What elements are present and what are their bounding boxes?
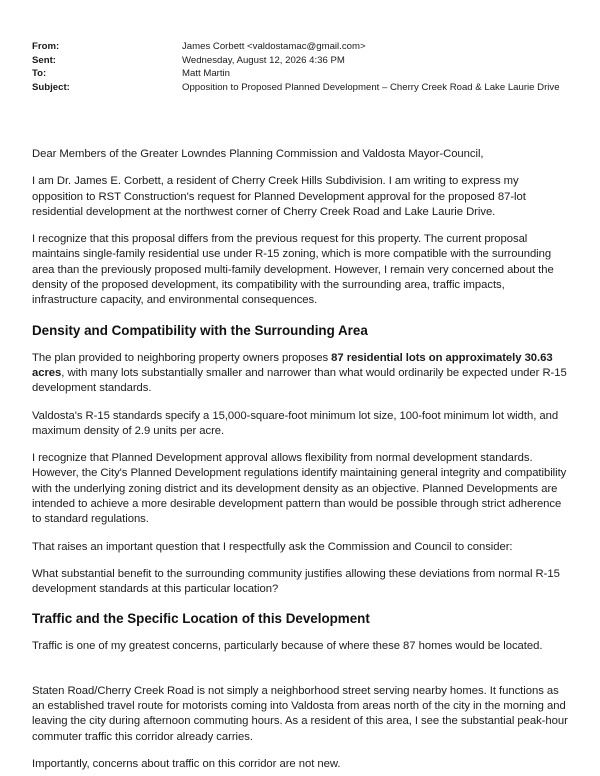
density-highlight: 87 residential lots on approximately 30.63 acres: [32, 351, 553, 379]
subject-value: Opposition to Proposed Planned Development – Cherry Creek Road & Lake Laurie Drive: [182, 81, 560, 93]
recognize-paragraph: I recognize that this proposal differs from the previous request for this property. The current proposal maintains single-family residential use under R-15 zoning, which is more compatible with the surrounding area than the previously proposed multi-family development. However, I remain very concerned about the density of the proposed development, its compatibility with the surrounding area, traffic impacts, infrastructure capacity, and environmental consequences.: [32, 233, 554, 307]
r15-standards-paragraph: Valdosta's R-15 standards specify a 15,000-square-foot minimum lot size, 100-foot minimum lot width, and maximum density of 2.9 units per acre.: [32, 409, 559, 437]
sent-row: [32, 54, 572, 68]
intro-paragraph: I am Dr. James E. Corbett, a resident of Cherry Creek Hills Subdivision. I am writing to express my opposition to RST Construction's request for Planned Development approval for the proposed 87-lot residential development at the northwest corner of Cherry Creek Road and Lake Laurie Drive.: [32, 175, 526, 218]
staten-road-paragraph: Staten Road/Cherry Creek Road is not simply a neighborhood street serving nearby homes. It functions as an established travel route for motorists coming into Valdosta from areas north of the city in the morning and leaving the city during afternoon commuting hours. As a resident of this area, I see the substantial peak-hour commuter traffic this corridor already carries.: [32, 684, 568, 743]
pd-flexibility-paragraph: I recognize that Planned Development approval allows flexibility from normal development standards. However, the City's Planned Development regulations identify maintaining general integrity and compatibility with the underlying zoning district and its development density as an objective. Planned Developments are intended to achieve a more desirable development pattern than would be possible through strict adherence to standard regulations.: [32, 452, 567, 526]
to-value: Matt Martin: [182, 68, 230, 79]
from-value: James Corbett <valdostamac@gmail.com>: [182, 41, 366, 52]
salutation: Dear Members of the Greater Lowndes Planning Commission and Valdosta Mayor-Council,: [32, 148, 484, 160]
from-label: From:: [32, 41, 60, 52]
to-label: To:: [32, 68, 47, 79]
density-paragraph: [32, 351, 572, 397]
traffic-concern-paragraph: Traffic is one of my greatest concerns, particularly because of where these 87 homes would be located.: [32, 639, 543, 652]
subject-label: Subject:: [32, 81, 70, 93]
sent-value: Wednesday, August 12, 2026 4:36 PM: [182, 54, 345, 66]
sent-label: Sent:: [32, 54, 56, 66]
section-heading-density: Density and Compatibility with the Surrounding Area: [32, 322, 368, 338]
from-row: [32, 40, 572, 54]
density-text-start: The plan provided to neighboring property owners proposes: [32, 351, 332, 364]
question-paragraph: What substantial benefit to the surrounding community justifies allowing these deviations from normal R-15 development standards at this particular location?: [32, 567, 560, 596]
letter-body: [32, 147, 572, 772]
density-text-end: , with many lots substantially smaller and narrower than what would ordinarily be expected under R-15 development standards.: [32, 366, 567, 395]
section-heading-traffic: Traffic and the Specific Location of this Development: [32, 610, 370, 626]
email-header: [32, 40, 572, 94]
not-new-paragraph: Importantly, concerns about traffic on this corridor are not new.: [32, 758, 341, 771]
subject-row: [32, 81, 572, 95]
question-intro-paragraph: That raises an important question that I respectfully ask the Commission and Council to consider:: [32, 540, 513, 553]
to-row: [32, 67, 572, 81]
